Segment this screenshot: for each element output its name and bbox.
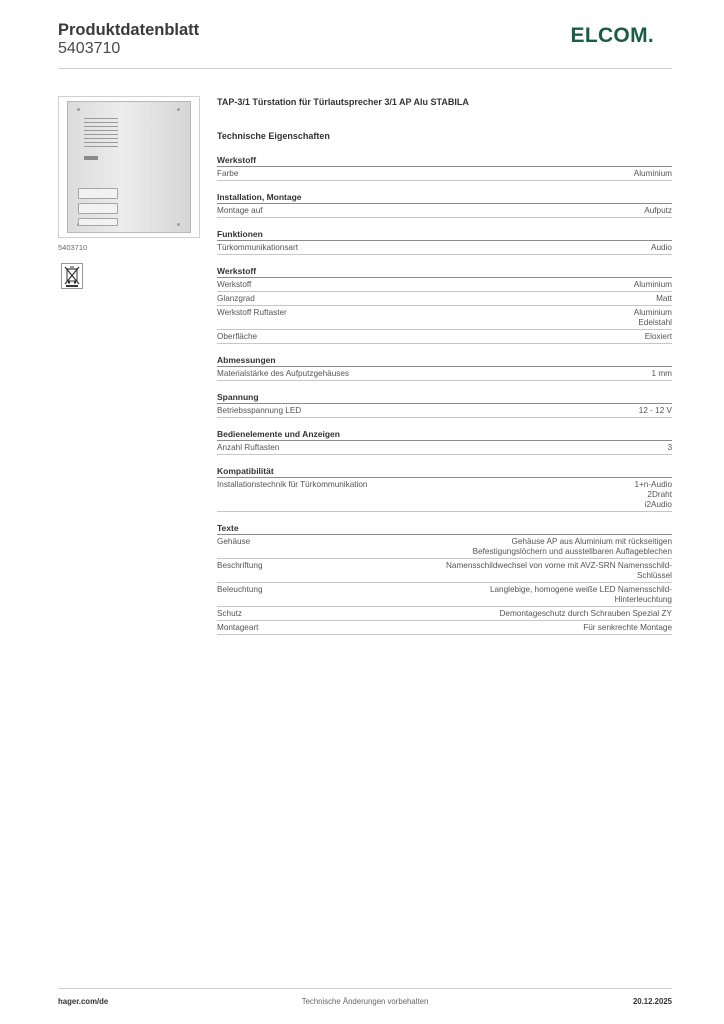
- group-title: Funktionen: [217, 228, 672, 241]
- property-group: [217, 522, 672, 635]
- property-row: [217, 559, 672, 583]
- property-value: 3: [667, 443, 672, 452]
- group-title: Werkstoff: [217, 265, 672, 278]
- property-group: [217, 354, 672, 381]
- property-value: Aufputz: [644, 206, 672, 215]
- property-row: [217, 292, 672, 306]
- property-value: Aluminium: [633, 169, 672, 178]
- property-row: [217, 241, 672, 255]
- property-row: [217, 167, 672, 181]
- property-row: [217, 621, 672, 635]
- property-label: Türkommunikationsart: [217, 243, 298, 252]
- property-value: 12 - 12 V: [638, 406, 672, 415]
- property-label: Montageart: [217, 623, 259, 632]
- property-value: 1 mm: [651, 369, 672, 378]
- speaker-grille: [84, 118, 118, 119]
- property-label: Montage auf: [217, 206, 263, 215]
- group-title: Bedienelemente und Anzeigen: [217, 428, 672, 441]
- property-group: [217, 228, 672, 255]
- property-value: Aluminium: [633, 280, 672, 289]
- property-value: Gehäuse AP aus Aluminium mit rückseitigen Befestigungslöchern und ausstellbaren Auflageblechen: [472, 537, 672, 556]
- group-title: Texte: [217, 522, 672, 535]
- group-title: Spannung: [217, 391, 672, 404]
- property-value: Audio: [651, 243, 672, 252]
- property-label: Betriebsspannung LED: [217, 406, 302, 415]
- speaker-grille: [84, 142, 118, 143]
- page-footer: [58, 997, 672, 1009]
- header-divider: [58, 68, 672, 69]
- speaker-grille: [84, 130, 118, 131]
- property-group: [217, 391, 672, 418]
- property-label: Werkstoff Ruftaster: [217, 308, 287, 317]
- property-label: Anzahl Ruftasten: [217, 443, 280, 452]
- property-label: Werkstoff: [217, 280, 252, 289]
- footer-disclaimer: Technische Änderungen vorbehalten: [301, 997, 429, 1006]
- speaker-grille: [84, 134, 118, 135]
- property-label: Glanzgrad: [217, 294, 255, 303]
- property-label: Beleuchtung: [217, 585, 263, 594]
- document-number: 5403710: [58, 40, 121, 57]
- speaker-grille: [84, 122, 118, 123]
- door-station-plate: [67, 101, 191, 233]
- content-area: [217, 96, 672, 635]
- property-row: [217, 607, 672, 621]
- group-title: Werkstoff: [217, 154, 672, 167]
- screw-icon: [177, 223, 180, 226]
- property-value: Demontageschutz durch Schrauben Spezial ZY: [499, 609, 672, 618]
- property-label: Materialstärke des Aufputzgehäuses: [217, 369, 349, 378]
- footer-website[interactable]: hager.com/de: [58, 997, 109, 1006]
- property-row: [217, 404, 672, 418]
- product-title: TAP-3/1 Türstation für Türlautsprecher 3/1 AP Alu STABILA: [217, 97, 469, 107]
- crossed-out-bin-icon: [61, 263, 83, 289]
- property-label: Installationstechnik für Türkommunikation: [217, 480, 368, 489]
- document-title: Produktdatenblatt: [58, 21, 200, 39]
- document-header: [58, 20, 672, 68]
- section-heading: Technische Eigenschaften: [217, 131, 330, 141]
- property-row: [217, 306, 672, 330]
- property-group: [217, 191, 672, 218]
- property-group: [217, 265, 672, 344]
- bell-button-2: [78, 203, 118, 214]
- property-value: Für senkrechte Montage: [583, 623, 672, 632]
- speaker-grille: [84, 126, 118, 127]
- property-row: [217, 278, 672, 292]
- property-row: [217, 583, 672, 607]
- property-value: Aluminium Edelstahl: [633, 308, 672, 327]
- product-image: [58, 96, 200, 238]
- speaker-grille: [84, 146, 118, 147]
- property-value: 1+n-Audio 2Draht i2Audio: [634, 480, 672, 509]
- property-row: [217, 441, 672, 455]
- property-value: Eloxiert: [644, 332, 672, 341]
- property-value: Namensschildwechsel von vorne mit AVZ-SRN Namensschild- Schlüssel: [446, 561, 672, 580]
- property-group: [217, 465, 672, 512]
- property-row: [217, 204, 672, 218]
- property-label: Schutz: [217, 609, 243, 618]
- image-caption: 5403710: [58, 243, 88, 252]
- property-group: [217, 154, 672, 181]
- footer-divider: [58, 988, 672, 989]
- property-label: Beschriftung: [217, 561, 263, 570]
- property-label: Farbe: [217, 169, 239, 178]
- property-value: Matt: [656, 294, 672, 303]
- screw-icon: [177, 108, 180, 111]
- bell-button-3: [78, 218, 118, 226]
- property-label: Gehäuse: [217, 537, 251, 546]
- brand-logo: ELCOM.: [570, 24, 654, 47]
- property-row: [217, 478, 672, 512]
- property-group: [217, 428, 672, 455]
- property-row: [217, 330, 672, 344]
- property-row: [217, 367, 672, 381]
- group-title: Installation, Montage: [217, 191, 672, 204]
- group-title: Kompatibilität: [217, 465, 672, 478]
- bell-button-1: [78, 188, 118, 199]
- property-label: Oberfläche: [217, 332, 258, 341]
- footer-date: 20.12.2025: [632, 997, 672, 1006]
- group-title: Abmessungen: [217, 354, 672, 367]
- property-value: Langlebige, homogene weiße LED Namensschild- Hinterleuchtung: [489, 585, 672, 604]
- speaker-grille: [84, 138, 118, 139]
- property-groups: [217, 154, 672, 635]
- screw-icon: [77, 108, 80, 111]
- brand-mark: [84, 156, 98, 160]
- property-row: [217, 535, 672, 559]
